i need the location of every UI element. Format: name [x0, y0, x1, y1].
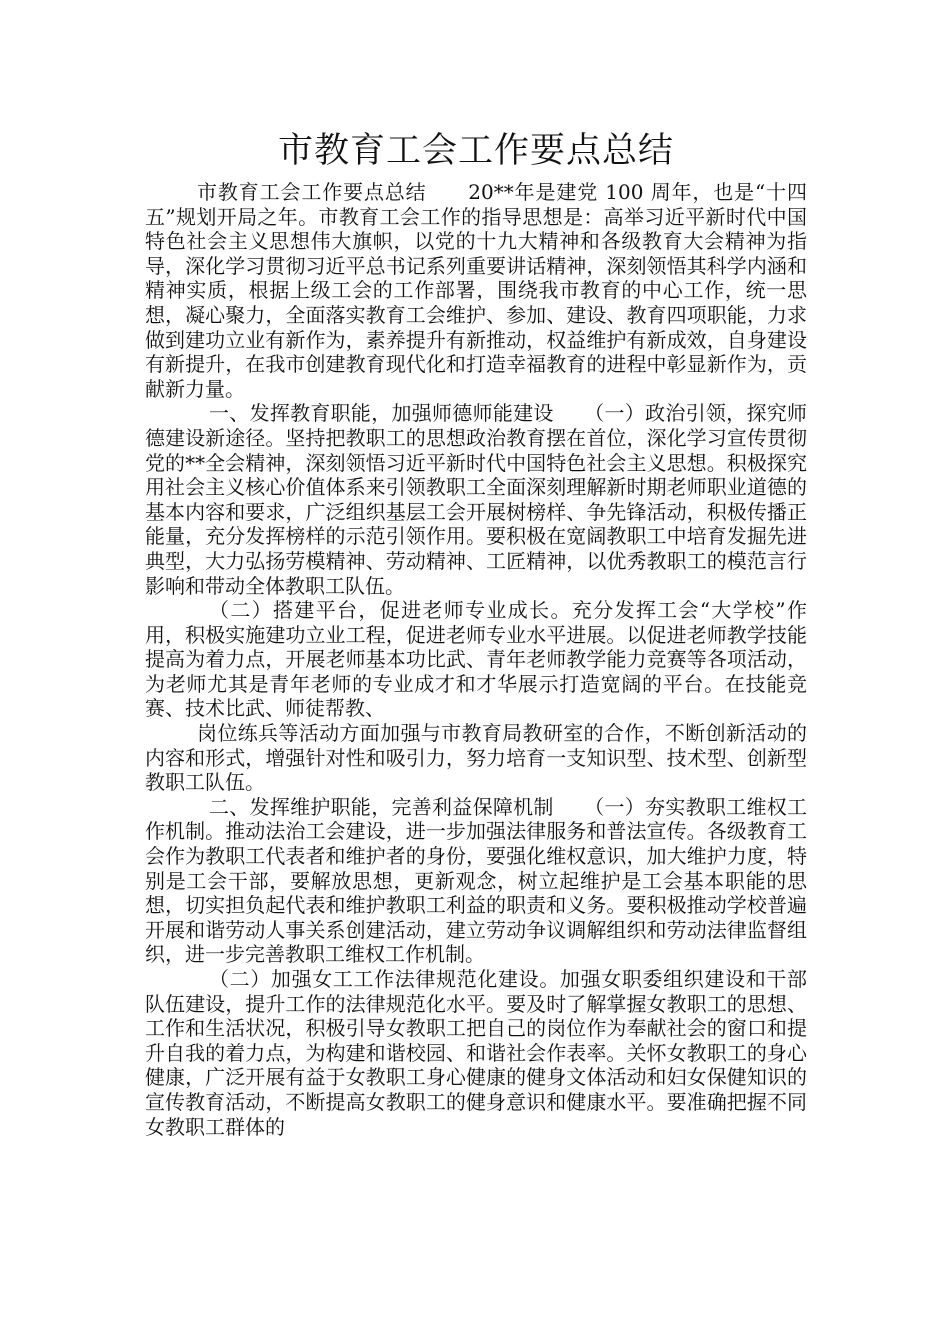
- paragraph-section-1: 一、发挥教育职能，加强师德师能建设 （一）政治引领，探究师德建设新途径。坚持把教职工的思想政治教育摆在首位，深化学习宣传贯彻党的**全会精神，深刻领悟习近平新时代中国特色社会主义思想。积极探究用社会主义核心价值体系来引领教职工全面深刻理解新时期老师职业道德的基本内容和要求，广泛组织基层工会开展树榜样、争先锋活动，积极传播正能量，充分发挥榜样的示范引领作用。要积极在宽阔教职工中培育发掘先进典型，大力弘扬劳模精神、劳动精神、工匠精神，以优秀教职工的模范言行影响和带动全体教职工队伍。: [145, 401, 807, 598]
- paragraph-section-2: 二、发挥维护职能，完善利益保障机制 （一）夯实教职工维权工作机制。推动法治工会建设，进一步加强法律服务和普法宣传。各级教育工会作为教职工代表者和维护者的身份，要强化维权意识，加大维护力度，特别是工会干部，要解放思想，更新观念，树立起维护是工会基本职能的思想，切实担负起代表和维护教职工利益的职责和义务。要积极推动学校普遍开展和谐劳动人事关系创建活动，建立劳动争议调解组织和劳动法律监督组织，进一步完善教职工维权工作机制。: [145, 794, 807, 967]
- paragraph-intro: 市教育工会工作要点总结 20**年是建党 100 周年，也是“十四五”规划开局之年。市教育工会工作的指导思想是：高举习近平新时代中国特色社会主义思想伟大旗帜，以党的十九大精神和各级教育大会精神为指导，深化学习贯彻习近平总书记系列重要讲话精神，深刻领悟其科学内涵和精神实质，根据上级工会的工作部署，围绕我市教育的中心工作，统一思想，凝心聚力，全面落实教育工会维护、参加、建设、教育四项职能，力求做到建功立业有新作为，素养提升有新推动，权益维护有新成效，自身建设有新提升，在我市创建教育现代化和打造幸福教育的进程中彰显新作为，贡献新力量。: [145, 180, 807, 401]
- paragraph-section-1-2: （二）搭建平台，促进老师专业成长。充分发挥工会“大学校”作用，积极实施建功立业工程，促进老师专业水平进展。以促进老师教学技能提高为着力点，开展老师基本功比武、青年老师教学能力竞赛等各项活动，为老师尤其是青年老师的专业成才和才华展示打造宽阔的平台。在技能竞赛、技术比武、师徒帮教、: [145, 598, 807, 721]
- paragraph-section-2-2: （二）加强女工工作法律规范化建设。加强女职委组织建设和干部队伍建设，提升工作的法律规范化水平。要及时了解掌握女教职工的思想、工作和生活状况，积极引导女教职工把自己的岗位作为奉献社会的窗口和提升自我的着力点，为构建和谐校园、和谐社会作表率。关怀女教职工的身心健康，广泛开展有益于女教职工身心健康的健身文体活动和妇女保健知识的宣传教育活动，不断提高女教职工的健身意识和健康水平。要准确把握不同女教职工群体的: [145, 967, 807, 1139]
- document-title: 市教育工会工作要点总结: [277, 131, 674, 171]
- document-page: [145, 128, 807, 1139]
- paragraph-section-1-2-cont: 岗位练兵等活动方面加强与市教育局教研室的合作，不断创新活动的内容和形式，增强针对性和吸引力，努力培育一支知识型、技术型、创新型教职工队伍。: [145, 721, 807, 795]
